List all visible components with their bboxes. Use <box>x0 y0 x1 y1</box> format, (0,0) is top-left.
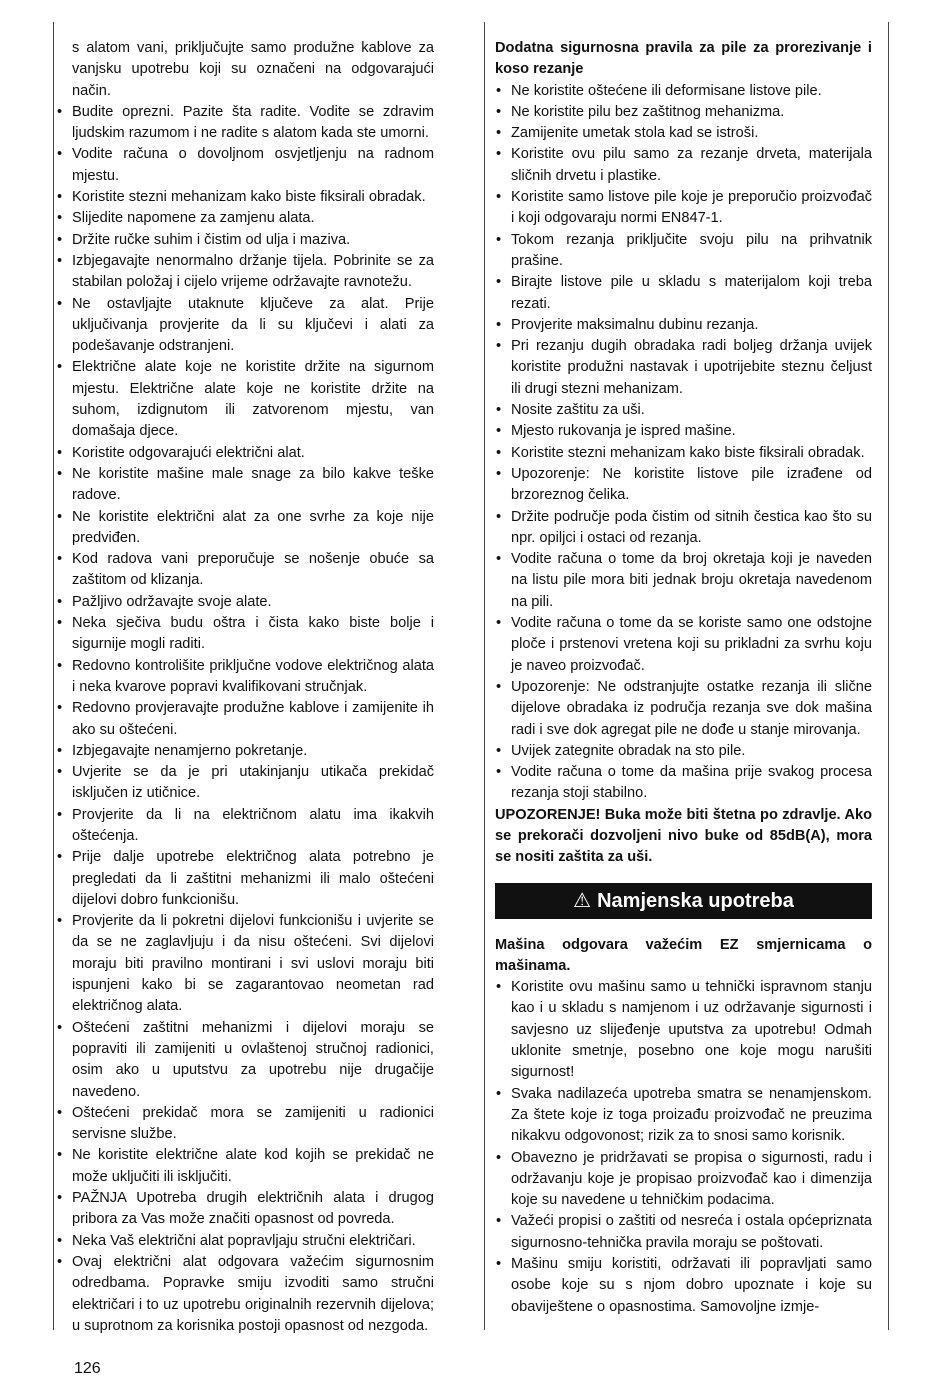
list-item: • Ovaj električni alat odgovara važećim sigurnosnim odredbama. Popravke smiju izvoditi samo stručni električari i to uz upotrebu originalnih rezervnih dijelova; u suprotnom za korisnika postoji opasnost od nezgoda. <box>56 1252 434 1337</box>
list-item: • Koristite odgovarajući električni alat. <box>56 443 434 464</box>
list-item: • Koristite stezni mehanizam kako biste fiksirali obradak. <box>56 187 434 208</box>
list-item: • Ne koristite oštećene ili deformisane listove pile. <box>495 81 872 102</box>
list-item: • Upozorenje: Ne koristite listove pile izrađene od brzoreznog čelika. <box>495 464 872 507</box>
list-item: • Ne koristite električne alate kod kojih se prekidač ne može uključiti ili isključiti. <box>56 1145 434 1188</box>
list-item: • Neka sječiva budu oštra i čista kako biste bolje i sigurnije mogli raditi. <box>56 613 434 656</box>
list-item: • Vodite računa o tome da mašina prije svakog procesa rezanja stoji stabilno. <box>495 762 872 805</box>
list-item: • Držite područje poda čistim od sitnih čestica kao što su npr. opiljci i ostaci od rezanja. <box>495 507 872 550</box>
list-item: • Svaka nadilazeća upotreba smatra se nenamjenskom. Za štete koje iz toga proizađu proizvođač ne preuzima nikakvu odgovonost; rizik za to snosi samo korisnik. <box>495 1084 872 1148</box>
list-item: • Redovno kontrolišite priključne vodove električnog alata i neka kvarove popravi kvalifikovani stručnjak. <box>56 656 434 699</box>
saw-rules-heading: Dodatna sigurnosna pravila za pile za prorezivanje i koso rezanje <box>495 40 872 78</box>
list-item: • Upozorenje: Ne odstranjujte ostatke rezanja ili slične dijelove obradaka iz područja rezanja sve dok mašina radi i sve dok agregat pile ne dođe u stanje mirovanja. <box>495 677 872 741</box>
list-item: • Provjerite da li pokretni dijelovi funkcionišu i uvjerite se da se ne zaglavljuju i da nisu oštećeni. Svi dijelovi moraju biti pravilno montirani i svi uslovi moraju biti ispunjeni kako bi se zagarantovao neometan rad električnog alata. <box>56 911 434 1017</box>
list-item: • Vodite računa o tome da se koriste samo one odstojne ploče i prstenovi vretena koji su prikladni za svrhu koju je naveo proizvođač. <box>495 613 872 677</box>
list-item: • Vodite računa o tome da broj okretaja koji je naveden na listu pile mora biti jednak broju okretaja navedenom na pili. <box>495 549 872 613</box>
list-item: • Oštećeni zaštitni mehanizmi i dijelovi moraju se popraviti ili zamijeniti u ovlaštenoj stručnoj radionici, osim ako u uputstvu za upotrebu nije drugačije navedeno. <box>56 1018 434 1103</box>
list-item: • Redovno provjeravajte produžne kablove i zamijenite ih ako su oštećeni. <box>56 698 434 741</box>
right-column <box>495 38 872 1318</box>
list-item: • Ne koristite električni alat za one svrhe za koje nije predviđen. <box>56 507 434 550</box>
list-item: • Koristite ovu pilu samo za rezanje drveta, materijala sličnih drvetu i plastike. <box>495 144 872 187</box>
list-item: • Tokom rezanja priključite svoju pilu na prihvatnik prašine. <box>495 230 872 273</box>
list-item: • Koristite ovu mašinu samo u tehnički ispravnom stanju kao i u skladu s namjenom i uz održavanje sigurnosti i savjesno uz slijeđenje uputstva za upotrebu! Odmah uklonite smetnje, posebno one koje mogu narušiti sigurnost! <box>495 977 872 1083</box>
left-margin-rule <box>53 22 54 1330</box>
general-safety-list <box>56 102 434 1337</box>
list-item: • Zamijenite umetak stola kad se istroši. <box>495 123 872 144</box>
list-item: • Obavezno je pridržavati se propisa o sigurnosti, radu i održavanju koje je propisao proizvođač kao i dimenzija koje su navedene u tehničkim podacima. <box>495 1148 872 1212</box>
list-item: • Koristite stezni mehanizam kako biste fiksirali obradak. <box>495 443 872 464</box>
list-item: • Električne alate koje ne koristite držite na sigurnom mjestu. Električne alate koje ne koristite držite na suhom, izdignutom ili zatvorenom mjestu, van domašaja djece. <box>56 357 434 442</box>
list-item: • Ne koristite mašine male snage za bilo kakve teške radove. <box>56 464 434 507</box>
list-item: • Kod radova vani preporučuje se nošenje obuće sa zaštitom od klizanja. <box>56 549 434 592</box>
list-item: • Budite oprezni. Pazite šta radite. Vodite se zdravim ljudskim razumom i ne radite s alatom kada ste umorni. <box>56 102 434 145</box>
saw-rules-list <box>495 81 872 805</box>
list-item: • Nosite zaštitu za uši. <box>495 400 872 421</box>
noise-warning: UPOZORENJE! Buka može biti štetna po zdravlje. Ako se prekorači dozvoljeni nivo buke od 85dB(A), mora se nositi zaštita za uši. <box>495 806 872 866</box>
section-banner <box>495 883 872 919</box>
page-number: 126 <box>74 1360 101 1377</box>
left-column <box>56 38 434 1337</box>
list-item: • Držite ručke suhim i čistim od ulja i maziva. <box>56 230 434 251</box>
right-margin-rule <box>888 22 889 1330</box>
list-item: • Vodite računa o dovoljnom osvjetljenju na radnom mjestu. <box>56 144 434 187</box>
list-item: • Oštećeni prekidač mora se zamijeniti u radionici servisne službe. <box>56 1103 434 1146</box>
list-item: • Neka Vaš električni alat popravljaju stručni električari. <box>56 1231 434 1252</box>
list-item: • Mjesto rukovanja je ispred mašine. <box>495 421 872 442</box>
list-item: • Uvijek zategnite obradak na sto pile. <box>495 741 872 762</box>
warning-triangle-icon: ⚠ <box>573 889 592 912</box>
list-item: • Koristite samo listove pile koje je preporučio proizvođač i koji odgovaraju normi EN847-1. <box>495 187 872 230</box>
list-item: • Izbjegavajte nenamjerno pokretanje. <box>56 741 434 762</box>
section-banner-title: Namjenska upotreba <box>597 889 794 912</box>
list-item: • Izbjegavajte nenormalno držanje tijela. Pobrinite se za stabilan položaj i cijelo vrijeme održavajte ravnotežu. <box>56 251 434 294</box>
list-item: • Uvjerite se da je pri utakinjanju utikača prekidač isključen iz utičnice. <box>56 762 434 805</box>
list-item: • Pažljivo održavajte svoje alate. <box>56 592 434 613</box>
column-divider-rule <box>484 22 485 1330</box>
list-item: • Provjerite maksimalnu dubinu rezanja. <box>495 315 872 336</box>
intro-continuation: s alatom vani, priključujte samo produžne kablove za vanjsku upotrebu koji su označeni na odgovarajući način. <box>72 40 434 99</box>
list-item: • Provjerite da li na električnom alatu ima ikakvih oštećenja. <box>56 805 434 848</box>
list-item: • Ne ostavljajte utaknute ključeve za alat. Prije uključivanja provjerite da li su ključevi i alati za podešavanje odstranjeni. <box>56 294 434 358</box>
list-item: • Ne koristite pilu bez zaštitnog mehanizma. <box>495 102 872 123</box>
intended-use-list <box>495 977 872 1318</box>
list-item: • Slijedite napomene za zamjenu alata. <box>56 208 434 229</box>
list-item: • Prije dalje upotrebe električnog alata potrebno je pregledati da li zaštitni mehanizmi ili malo oštećeni dijelovi dobro funkcionišu. <box>56 847 434 911</box>
list-item: • Mašinu smiju koristiti, održavati ili popravljati samo osobe koje su s njom dobro upoznate i koje su obaviještene o opasnostima. Samovoljne izmje- <box>495 1254 872 1318</box>
list-item: • Pri rezanju dugih obradaka radi boljeg držanja uvijek koristite produžni nastavak i upotrijebite steznu čeljust ili drugi stezni mehanizam. <box>495 336 872 400</box>
list-item: • Važeći propisi o zaštiti od nesreća i ostala općepriznata sigurnosno-tehnička pravila moraju se poštovati. <box>495 1211 872 1254</box>
list-item: • PAŽNJA Upotreba drugih električnih alata i drugog pribora za Vas može značiti opasnost od povreda. <box>56 1188 434 1231</box>
intended-use-heading: Mašina odgovara važećim EZ smjernicama o mašinama. <box>495 936 872 974</box>
list-item: • Birajte listove pile u skladu s materijalom koji treba rezati. <box>495 272 872 315</box>
